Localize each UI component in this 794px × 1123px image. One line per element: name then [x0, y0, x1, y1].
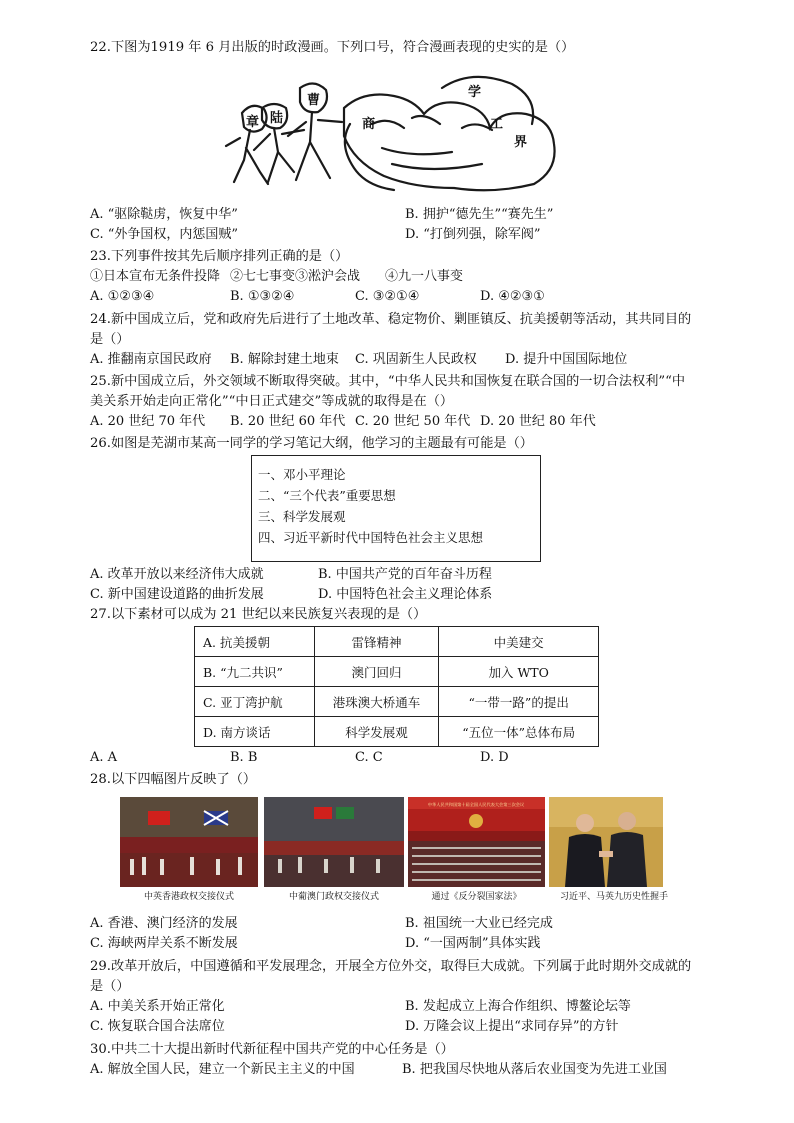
caption-photo-4: 习近平、马英九历史性握手 [559, 892, 668, 902]
table-row [195, 627, 599, 657]
option-23-b[interactable]: B. ①③②④ [230, 289, 295, 304]
option-23-a[interactable]: A. ①②③④ [90, 289, 155, 304]
political-cartoon-image [222, 68, 567, 198]
question-24-stem-line1: 24.新中国成立后，党和政府先后进行了土地改革、稳定物价、剿匪镇反、抗美援朝等活动，其共同目的 [90, 312, 692, 327]
question-28 [90, 770, 720, 790]
note-item-2: 二、“三个代表”重要思想 [258, 488, 396, 503]
option-26-c[interactable]: C. 新中国建设道路的曲折发展 [90, 587, 264, 602]
option-26-d[interactable]: D. 中国特色社会主义理论体系 [318, 587, 493, 602]
question-26-options [90, 565, 720, 605]
event-1: ①日本宣布无条件投降 [90, 269, 221, 284]
option-29-a[interactable]: A. 中美关系开始正常化 [90, 999, 225, 1014]
option-23-c[interactable]: C. ③②①④ [355, 289, 420, 304]
cartoon-label-jie: 界 [514, 135, 528, 150]
caption-photo-2: 中葡澳门政权交接仪式 [288, 892, 379, 902]
note-item-3: 三、科学发展观 [258, 509, 346, 524]
table-cell: 雷锋精神 [314, 627, 439, 657]
photo-anti-secession-law [408, 797, 545, 887]
note-item-1: 一、邓小平理论 [258, 467, 346, 482]
option-30-a[interactable]: A. 解放全国人民，建立一个新民主主义的中国 [90, 1062, 355, 1077]
table-row [195, 657, 599, 687]
question-27-options [90, 748, 720, 768]
table-cell: C. 亚丁湾护航 [195, 687, 315, 717]
note-item-4: 四、习近平新时代中国特色社会主义思想 [258, 530, 484, 545]
option-28-c[interactable]: C. 海峡两岸关系不断发展 [90, 936, 238, 951]
cartoon-label-gong: 工 [490, 117, 504, 132]
option-27-b[interactable]: B. B [230, 750, 258, 765]
cartoon-label-cao: 曹 [307, 93, 321, 108]
question-25-stem-line2: 美关系开始走向正常化”“中日正式建交”等成就的取得是在（） [90, 394, 454, 409]
table-cell: D. 南方谈话 [195, 717, 315, 747]
option-24-c[interactable]: C. 巩固新生人民政权 [355, 352, 477, 367]
cartoon-label-shang: 商 [362, 117, 376, 132]
option-23-d[interactable]: D. ④②③① [480, 289, 545, 304]
question-22 [90, 38, 720, 58]
photo3-banner-text: 中华人民共和国第十届全国人民代表大会第三次会议 [427, 802, 525, 807]
option-24-d[interactable]: D. 提升中国国际地位 [505, 352, 628, 367]
option-22-b[interactable]: B. 拥护“德先生”“赛先生” [405, 207, 554, 222]
table-cell: 港珠澳大桥通车 [314, 687, 439, 717]
cartoon-label-zhang: 章 [246, 115, 260, 130]
materials-table [194, 626, 599, 747]
option-25-c[interactable]: C. 20 世纪 50 年代 [355, 414, 471, 429]
table-cell: 科学发展观 [314, 717, 439, 747]
option-24-a[interactable]: A. 推翻南京国民政府 [90, 352, 212, 367]
study-notes-outline [251, 455, 541, 562]
table-row [195, 717, 599, 747]
option-25-d[interactable]: D. 20 世纪 80 年代 [480, 414, 596, 429]
question-27 [90, 605, 720, 625]
option-29-c[interactable]: C. 恢复联合国合法席位 [90, 1019, 225, 1034]
option-22-d[interactable]: D. “打倒列强，除军阀” [405, 227, 541, 242]
option-22-c[interactable]: C. “外争国权，内惩国贼” [90, 227, 239, 242]
option-24-b[interactable]: B. 解除封建土地束 [230, 352, 339, 367]
option-26-b[interactable]: B. 中国共产党的百年奋斗历程 [318, 567, 492, 582]
table-cell: B. “九二共识” [195, 657, 315, 687]
table-cell: 澳门回归 [314, 657, 439, 687]
question-30-stem: 30.中共二十大提出新时代新征程中国共产党的中心任务是（） [90, 1042, 454, 1057]
question-25 [90, 372, 720, 432]
option-29-d[interactable]: D. 万隆会议上提出“求同存异”的方针 [405, 1019, 619, 1034]
table-cell: “一带一路”的提出 [439, 687, 599, 717]
caption-photo-1: 中英香港政权交接仪式 [143, 892, 234, 902]
caption-photo-3: 通过《反分裂国家法》 [431, 892, 522, 902]
option-29-b[interactable]: B. 发起成立上海合作组织、博鳌论坛等 [405, 999, 631, 1014]
option-27-d[interactable]: D. D [480, 750, 509, 765]
option-25-b[interactable]: B. 20 世纪 60 年代 [230, 414, 346, 429]
option-25-a[interactable]: A. 20 世纪 70 年代 [90, 414, 206, 429]
option-22-a[interactable]: A. “驱除鞑虏，恢复中华” [90, 207, 238, 222]
question-22-options [90, 205, 720, 245]
question-23 [90, 247, 720, 307]
event-2-3: ②七七事变③淞沪会战 [230, 269, 361, 284]
question-24 [90, 310, 720, 370]
question-29-stem-line1: 29.改革开放后，中国遵循和平发展理念，开展全方位外交，取得巨大成就。下列属于此时期外交成就的 [90, 959, 692, 974]
option-30-b[interactable]: B. 把我国尽快地从落后农业国变为先进工业国 [402, 1062, 667, 1077]
option-27-c[interactable]: C. C [355, 750, 383, 765]
question-24-stem-line2: 是（） [90, 332, 130, 347]
question-27-stem: 27.以下素材可以成为 21 世纪以来民族复兴表现的是（） [90, 607, 427, 622]
photo-historic-handshake [549, 797, 663, 887]
option-27-a[interactable]: A. A [90, 750, 118, 765]
table-cell: 中美建交 [439, 627, 599, 657]
question-26-stem: 26.如图是芜湖市某高一同学的学习笔记大纲，他学习的主题最有可能是（） [90, 436, 533, 451]
question-29 [90, 957, 720, 1037]
option-28-b[interactable]: B. 祖国统一大业已经完成 [405, 916, 553, 931]
table-cell: 加入 WTO [439, 657, 599, 687]
cartoon-label-lu: 陆 [270, 111, 284, 126]
event-4: ④九一八事变 [385, 269, 464, 284]
question-23-stem: 23.下列事件按其先后顺序排列正确的是（） [90, 249, 349, 264]
question-30 [90, 1040, 720, 1080]
option-26-a[interactable]: A. 改革开放以来经济伟大成就 [90, 567, 264, 582]
question-29-stem-line2: 是（） [90, 979, 130, 994]
photo-macau-handover [264, 797, 404, 887]
cartoon-svg [222, 68, 567, 198]
question-28-stem: 28.以下四幅图片反映了（） [90, 772, 257, 787]
question-28-options [90, 914, 720, 954]
option-28-d[interactable]: D. “一国两制”具体实践 [405, 936, 541, 951]
question-25-stem-line1: 25.新中国成立后，外交领域不断取得突破。其中，“中华人民共和国恢复在联合国的一切合法权利”“中 [90, 374, 686, 389]
table-cell: “五位一体”总体布局 [439, 717, 599, 747]
question-26 [90, 434, 720, 454]
option-28-a[interactable]: A. 香港、澳门经济的发展 [90, 916, 238, 931]
cartoon-label-xue: 学 [468, 85, 482, 100]
question-22-stem: 22.下图为1919 年 6 月出版的时政漫画。下列口号，符合漫画表现的史实的是（） [90, 40, 575, 55]
table-cell: A. 抗美援朝 [195, 627, 315, 657]
photo-hong-kong-handover [120, 797, 258, 887]
table-row [195, 687, 599, 717]
